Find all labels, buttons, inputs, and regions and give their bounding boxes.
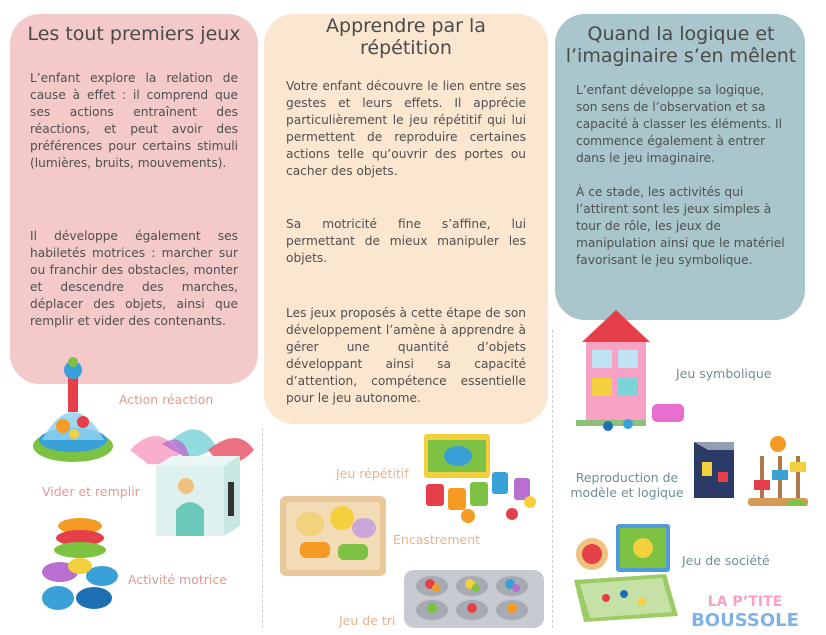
logo-line-1: LA P’TITE [707,594,783,610]
paragraph-logic: L’enfant développe sa logique, son sens de l’observation et sa capacité à classer les éléments. Il commence également à entrer dans le jeu imaginaire. [576,83,783,165]
sorting-tray-image [402,562,548,632]
label-repetitive-game: Jeu répétitif [336,466,409,481]
paragraph-cause-effect: L’enfant explore la relation de cause à effet : il comprend que ses actions entraînent des réactions, et peut avoir des préférences pour certains stimuli (lumières, bruits, mouvements). [30,71,238,170]
scarf-box-toy-image [128,420,256,542]
label-motor-activity: Activité motrice [128,572,227,587]
column-divider-right [552,330,553,628]
column-title-repetition: Apprendre par la répétition [326,15,486,59]
label-fill-empty: Vider et remplir [42,484,140,499]
column-title-first-games: Les tout premiers jeux [27,23,241,45]
column-title-logic-imagination: Quand la logique et l’imaginaire s’en mêlent [565,23,797,67]
logic-toy-image [688,432,812,516]
label-fitting: Encastrement [393,532,481,547]
spinning-top-toy-image [28,354,118,466]
label-board-game: Jeu de société [682,553,770,568]
la-ptite-boussole-logo [684,590,806,632]
paragraph-gestures-effects: Votre enfant découvre le lien entre ses gestes et leurs effets. Il apprécie particulièrement le jeu répétitif qui lui permettent de reproduire certaines actions telle qu’ouvrir des portes ou cacher des objets. [286,79,526,178]
label-symbolic-play: Jeu symbolique [676,366,772,381]
label-model-logic: Reproduction de modèle et logique [570,470,684,500]
label-action-reaction: Action réaction [119,392,214,407]
board-game-image [570,520,680,624]
learning-jungle-toy-image [418,432,548,524]
label-sorting: Jeu de tri [339,613,396,628]
paragraph-motor-skills: Il développe également ses habiletés motrices : marcher sur ou franchir des obstacles, monter et descendre des marches, déplacer des objets, ainsi que remplir et vider des contenants. [30,229,238,328]
logo-line-2: BOUSSOLE [691,610,799,631]
wooden-puzzle-image [278,488,390,580]
stacking-stones-image [36,514,124,614]
column-divider-left [262,428,263,628]
dollhouse-image [572,308,692,434]
paragraph-quantity: Les jeux proposés à cette étape de son développement l’amène à apprendre à gérer une quantité d’objets développant ainsi sa capacité d’attention, compétence essentielle pour le jeu autonome. [286,306,526,405]
paragraph-fine-motor: Sa motricité fine s’affine, lui permettant de mieux manipuler les objets. [286,217,526,265]
paragraph-activities: À ce stade, les activités qui l’attirent sont les jeux simples à tour de rôle, les jeux de manipulation ainsi que le matériel favorisant le jeu symbolique. [576,185,785,267]
